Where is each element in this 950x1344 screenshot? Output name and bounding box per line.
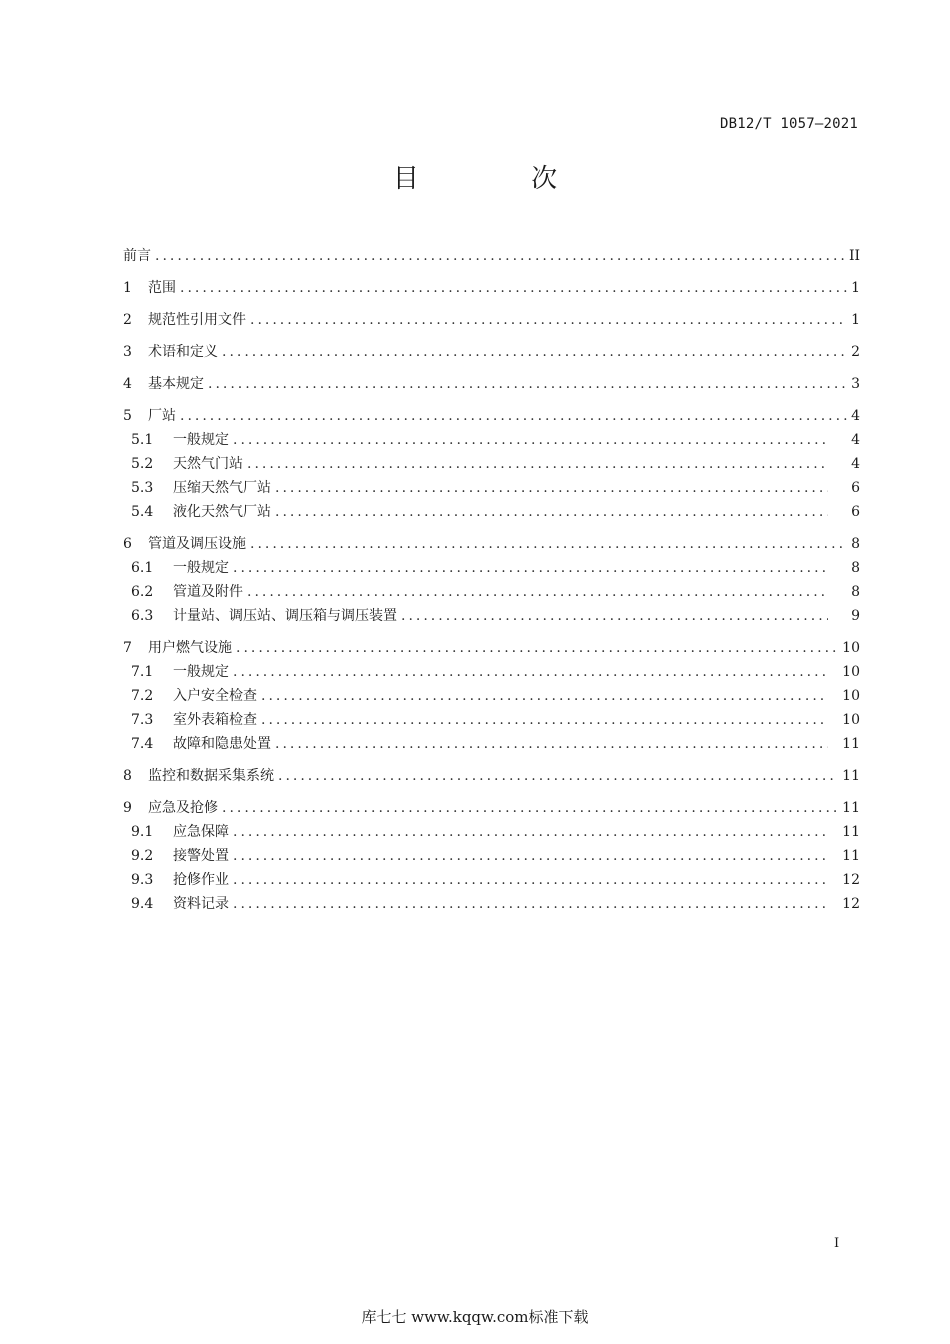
toc-entry-number: 3 — [123, 344, 132, 360]
toc-entry-page: 4 — [851, 456, 860, 472]
toc-entry-page: 3 — [851, 376, 860, 392]
toc-leader-dots — [236, 636, 838, 660]
toc-entry-number: 8 — [123, 768, 132, 784]
watermark-text: 库七七 www.kqqw.com标准下载 — [361, 1308, 589, 1326]
toc-leader-dots — [261, 684, 828, 708]
toc-entry[interactable] — [123, 684, 860, 708]
toc-entry-label: 资料记录 — [173, 896, 229, 912]
toc-entry-page: 1 — [851, 312, 860, 328]
toc-entry-page: 1 — [851, 280, 860, 296]
toc-entry-page: 10 — [842, 664, 860, 680]
toc-entry[interactable] — [123, 820, 860, 844]
toc-entry-page: 11 — [842, 824, 860, 840]
toc-entry-label: 基本规定 — [148, 376, 204, 392]
toc-entry-number: 5.1 — [131, 432, 154, 448]
toc-entry[interactable] — [123, 244, 860, 268]
toc-leader-dots — [275, 500, 828, 524]
toc-entry-number: 5.2 — [131, 456, 154, 472]
toc-entry[interactable] — [123, 796, 860, 820]
toc-entry-label: 计量站、调压站、调压箱与调压装置 — [173, 608, 397, 624]
document-code: DB12/T 1057—2021 — [719, 116, 858, 132]
toc-entry[interactable] — [123, 340, 860, 364]
toc-entry-page: 12 — [842, 896, 860, 912]
toc-entry-page: 11 — [842, 736, 860, 752]
toc-leader-dots — [180, 276, 847, 300]
toc-entry-number: 1 — [123, 280, 132, 296]
toc-entry-label: 厂站 — [148, 408, 176, 424]
toc-leader-dots — [208, 372, 847, 396]
toc-entry-page: 11 — [842, 800, 860, 816]
toc-entry-label: 应急保障 — [173, 824, 229, 840]
toc-entry-label: 一般规定 — [173, 560, 229, 576]
toc-entry-number: 9.3 — [131, 872, 154, 888]
toc-entry[interactable] — [123, 308, 860, 332]
toc-entry-number: 9.2 — [131, 848, 154, 864]
toc-leader-dots — [233, 428, 828, 452]
toc-entry-label: 一般规定 — [173, 432, 229, 448]
toc-entry-page: 8 — [851, 560, 860, 576]
toc-entry[interactable] — [123, 276, 860, 300]
toc-entry[interactable] — [123, 372, 860, 396]
toc-leader-dots — [233, 844, 828, 868]
toc-entry-number: 7.3 — [131, 712, 154, 728]
toc-entry-label: 应急及抢修 — [148, 800, 218, 816]
page-title: 目 次 — [392, 164, 610, 194]
toc-entry-number: 5.4 — [131, 504, 154, 520]
toc-entry-page: 2 — [851, 344, 860, 360]
toc-entry-label: 压缩天然气厂站 — [173, 480, 271, 496]
toc-entry-label: 液化天然气厂站 — [173, 504, 271, 520]
toc-leader-dots — [275, 476, 828, 500]
toc-entry[interactable] — [123, 452, 860, 476]
toc-entry-number: 4 — [123, 376, 132, 392]
page-number: I — [834, 1236, 840, 1251]
toc-entry-label: 范围 — [148, 280, 176, 296]
toc-entry-number: 6.1 — [131, 560, 154, 576]
toc-entry-page: 10 — [842, 712, 860, 728]
toc-entry-number: 5.3 — [131, 480, 154, 496]
toc-leader-dots — [401, 604, 828, 628]
toc-leader-dots — [247, 452, 828, 476]
toc-entry[interactable] — [123, 500, 860, 524]
toc-leader-dots — [278, 764, 838, 788]
toc-entry[interactable] — [123, 708, 860, 732]
toc-entry-page: 11 — [842, 848, 860, 864]
toc-entry-label: 室外表箱检查 — [173, 712, 257, 728]
toc-entry-page: 4 — [851, 432, 860, 448]
toc-entry-label: 一般规定 — [173, 664, 229, 680]
toc-entry[interactable] — [123, 580, 860, 604]
toc-entry-page: 6 — [851, 504, 860, 520]
toc-entry-label: 入户安全检查 — [173, 688, 257, 704]
toc-entry-number: 5 — [123, 408, 132, 424]
toc-leader-dots — [250, 308, 847, 332]
toc-entry-page: 10 — [842, 640, 860, 656]
toc-entry-page: 12 — [842, 872, 860, 888]
toc-leader-dots — [155, 244, 845, 268]
toc-entry-label: 管道及调压设施 — [148, 536, 246, 552]
toc-entry-label: 前言 — [123, 248, 151, 264]
toc-entry[interactable] — [123, 844, 860, 868]
toc-leader-dots — [247, 580, 828, 604]
toc-leader-dots — [233, 820, 828, 844]
toc-leader-dots — [233, 556, 828, 580]
toc-entry-page: II — [848, 248, 860, 264]
toc-entry-label: 故障和隐患处置 — [173, 736, 271, 752]
toc-entry[interactable] — [123, 764, 860, 788]
toc-entry-label: 用户燃气设施 — [148, 640, 232, 656]
toc-entry-label: 术语和定义 — [148, 344, 218, 360]
toc-leader-dots — [222, 340, 847, 364]
toc-leader-dots — [222, 796, 838, 820]
toc-entry[interactable] — [123, 476, 860, 500]
toc-entry-page: 11 — [842, 768, 860, 784]
toc-entry-label: 管道及附件 — [173, 584, 243, 600]
toc-entry-label: 抢修作业 — [173, 872, 229, 888]
toc-entry-label: 规范性引用文件 — [148, 312, 246, 328]
toc-leader-dots — [233, 868, 828, 892]
toc-leader-dots — [233, 660, 828, 684]
toc-entry-number: 6.3 — [131, 608, 154, 624]
toc-entry-number: 9 — [123, 800, 132, 816]
toc-entry[interactable] — [123, 868, 860, 892]
toc-entry-number: 2 — [123, 312, 132, 328]
toc-entry[interactable] — [123, 428, 860, 452]
toc-leader-dots — [275, 732, 828, 756]
toc-entry-page: 6 — [851, 480, 860, 496]
toc-leader-dots — [250, 532, 847, 556]
toc-leader-dots — [261, 708, 828, 732]
table-of-contents — [123, 244, 860, 916]
toc-entry[interactable] — [123, 660, 860, 684]
toc-entry-label: 天然气门站 — [173, 456, 243, 472]
toc-entry[interactable] — [123, 892, 860, 916]
toc-entry-number: 7.1 — [131, 664, 154, 680]
toc-leader-dots — [180, 404, 847, 428]
toc-entry-number: 6.2 — [131, 584, 154, 600]
toc-entry-number: 6 — [123, 536, 132, 552]
toc-entry-number: 7 — [123, 640, 132, 656]
toc-entry[interactable] — [123, 532, 860, 556]
toc-entry[interactable] — [123, 556, 860, 580]
toc-entry-label: 监控和数据采集系统 — [148, 768, 274, 784]
toc-entry-page: 8 — [851, 536, 860, 552]
toc-entry[interactable] — [123, 636, 860, 660]
toc-entry-page: 9 — [851, 608, 860, 624]
toc-entry[interactable] — [123, 404, 860, 428]
toc-entry-number: 7.2 — [131, 688, 154, 704]
toc-entry-label: 接警处置 — [173, 848, 229, 864]
toc-entry-page: 10 — [842, 688, 860, 704]
toc-entry-number: 9.1 — [131, 824, 154, 840]
toc-entry-number: 9.4 — [131, 896, 154, 912]
toc-entry-number: 7.4 — [131, 736, 154, 752]
toc-entry[interactable] — [123, 604, 860, 628]
toc-entry-page: 8 — [851, 584, 860, 600]
toc-entry-page: 4 — [851, 408, 860, 424]
toc-entry[interactable] — [123, 732, 860, 756]
toc-leader-dots — [233, 892, 828, 916]
